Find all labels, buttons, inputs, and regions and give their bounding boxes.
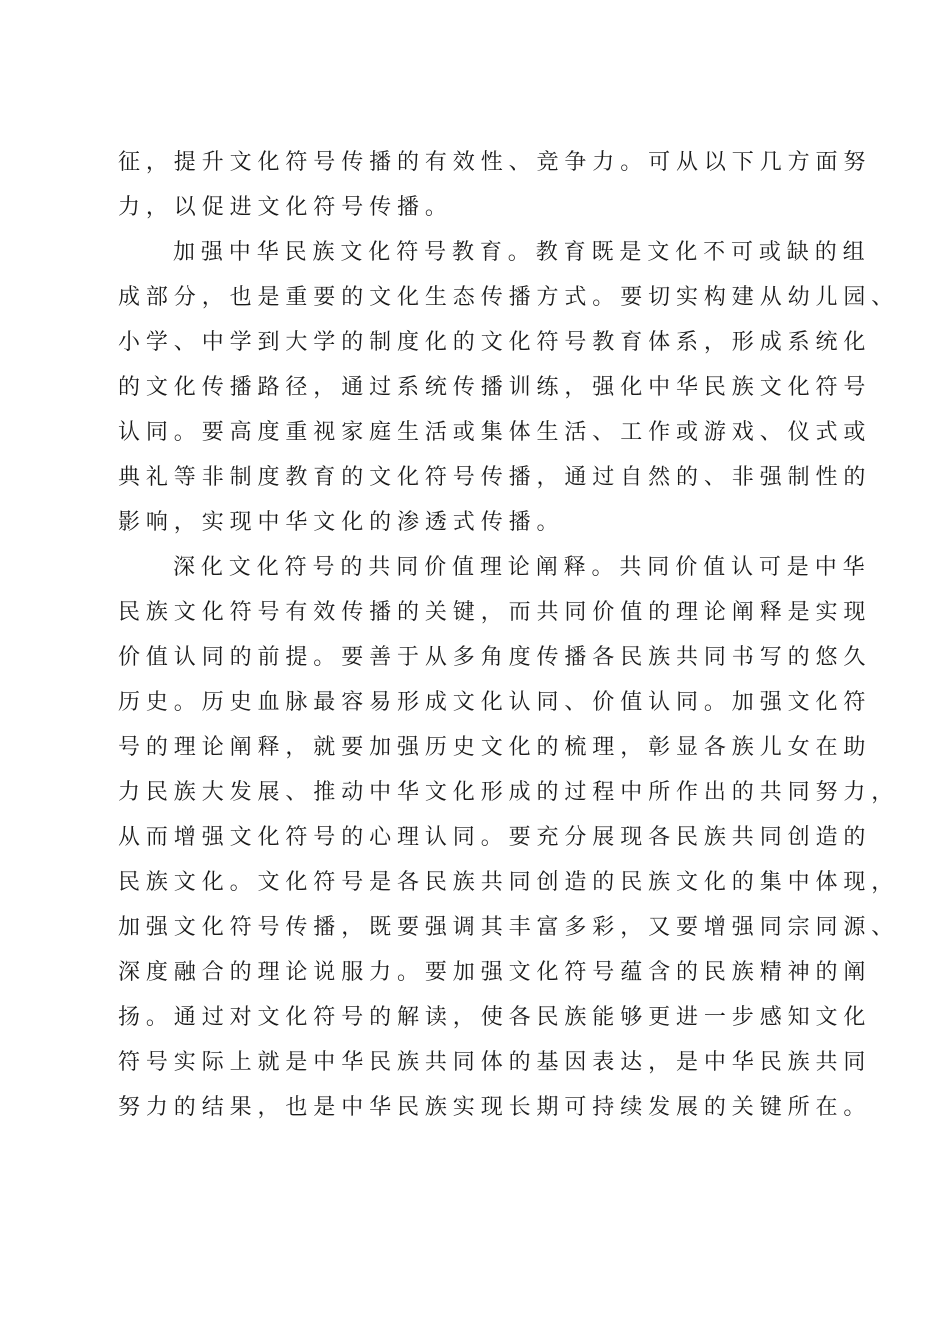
text-line: 努力的结果，也是中华民族实现长期可持续发展的关键所在。 bbox=[118, 1095, 872, 1120]
text-line: 认同。要高度重视家庭生活或集体生活、工作或游戏、仪式或 bbox=[118, 420, 872, 445]
text-line: 典礼等非制度教育的文化符号传播，通过自然的、非强制性的 bbox=[118, 465, 872, 490]
text-line: 深度融合的理论说服力。要加强文化符号蕴含的民族精神的阐 bbox=[118, 960, 872, 985]
text-line: 小学、中学到大学的制度化的文化符号教育体系，形成系统化 bbox=[118, 330, 872, 355]
text-line: 从而增强文化符号的心理认同。要充分展现各民族共同创造的 bbox=[118, 825, 872, 850]
text-line: 影响，实现中华文化的渗透式传播。 bbox=[118, 510, 565, 535]
text-line: 价值认同的前提。要善于从多角度传播各民族共同书写的悠久 bbox=[118, 645, 872, 670]
body-text bbox=[118, 140, 900, 1130]
text-line: 征，提升文化符号传播的有效性、竞争力。可从以下几方面努 bbox=[118, 150, 872, 175]
text-line: 力，以促进文化符号传播。 bbox=[118, 195, 453, 220]
text-line: 成部分，也是重要的文化生态传播方式。要切实构建从幼儿园、 bbox=[118, 285, 900, 310]
text-line: 历史。历史血脉最容易形成文化认同、价值认同。加强文化符 bbox=[118, 690, 872, 715]
text-line: 民族文化符号有效传播的关键，而共同价值的理论阐释是实现 bbox=[118, 600, 872, 625]
paragraph-start-line: 深化文化符号的共同价值理论阐释。共同价值认可是中华 bbox=[173, 555, 871, 580]
paragraph-start-line: 加强中华民族文化符号教育。教育既是文化不可或缺的组 bbox=[173, 240, 871, 265]
text-line: 力民族大发展、推动中华文化形成的过程中所作出的共同努力， bbox=[118, 780, 900, 805]
text-line: 加强文化符号传播，既要强调其丰富多彩，又要增强同宗同源、 bbox=[118, 915, 900, 940]
text-line: 扬。通过对文化符号的解读，使各民族能够更进一步感知文化 bbox=[118, 1005, 872, 1030]
text-line: 符号实际上就是中华民族共同体的基因表达，是中华民族共同 bbox=[118, 1050, 872, 1075]
text-line: 号的理论阐释，就要加强历史文化的梳理，彰显各族儿女在助 bbox=[118, 735, 872, 760]
text-line: 民族文化。文化符号是各民族共同创造的民族文化的集中体现， bbox=[118, 870, 900, 895]
text-line: 的文化传播路径，通过系统传播训练，强化中华民族文化符号 bbox=[118, 375, 872, 400]
